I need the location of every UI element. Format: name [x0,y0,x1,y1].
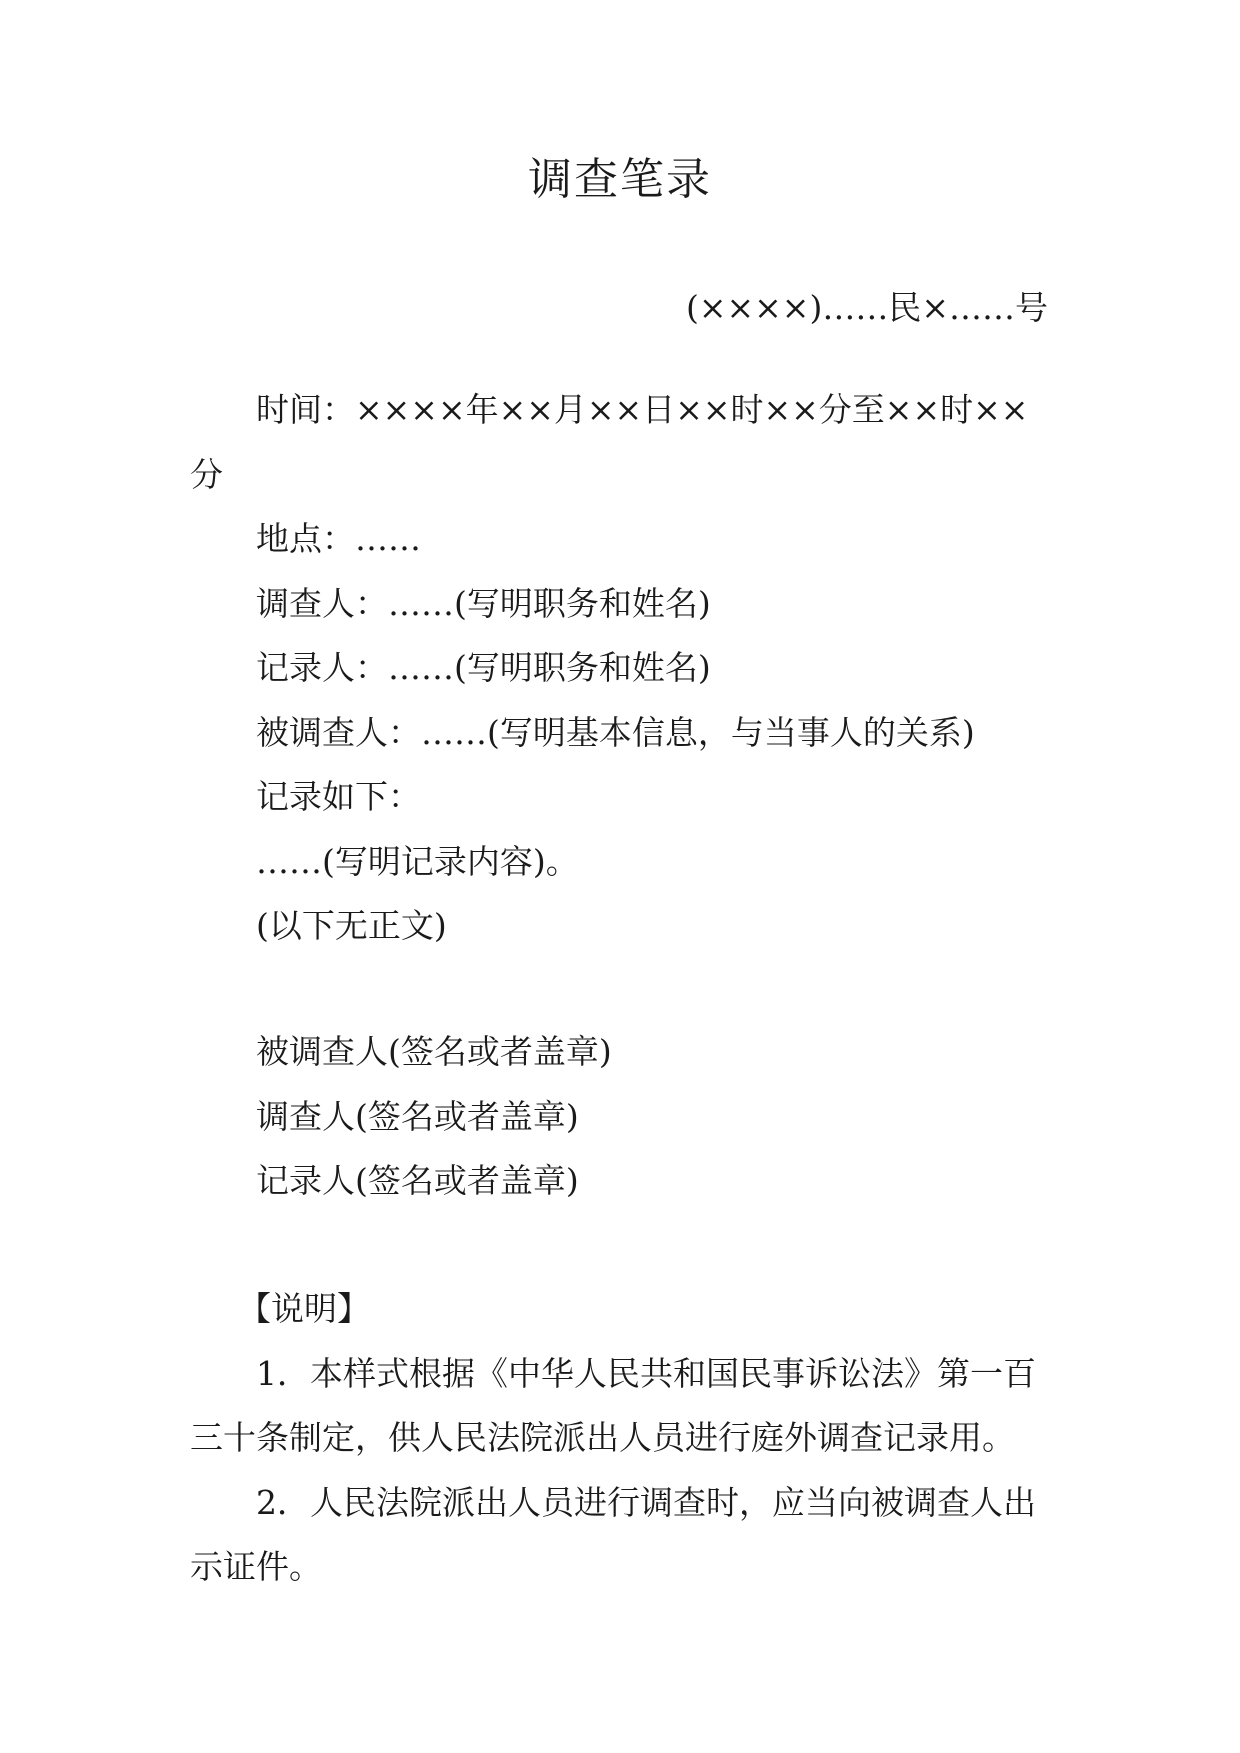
record-body [190,378,1050,959]
signature-recorder: 记录人(签名或者盖章) [256,1161,579,1200]
document-title: 调查笔录 [528,154,712,205]
field-end-note: (以下无正文) [256,906,447,945]
note-item: 1．本样式根据《中华人民共和国民事诉讼法》第一百三十条制定，供人民法院派出人员进行庭外调查记录用。 [190,1353,1036,1457]
signature-block [190,1020,1050,1214]
field-investigator: 调查人：……(写明职务和姓名) [256,583,711,623]
case-number: (××××)……民×……号 [685,288,1048,327]
notes-heading: 【说明】 [238,1289,370,1328]
notes-section [190,1277,1050,1600]
note-item: 2．人民法院派出人员进行调查时，应当向被调查人出示证件。 [190,1482,1036,1586]
field-record-intro: 记录如下： [256,777,421,816]
field-record-content: ……(写明记录内容)。 [256,841,579,881]
field-respondent: 被调查人：……(写明基本信息，与当事人的关系) [256,712,975,752]
field-recorder: 记录人：……(写明职务和姓名) [256,648,711,687]
signature-respondent: 被调查人(签名或者盖章) [256,1032,612,1071]
signature-investigator: 调查人(签名或者盖章) [256,1096,579,1136]
field-location: 地点：…… [256,519,421,558]
field-time: 时间：××××年××月××日××时××分至××时××分 [190,390,1029,494]
